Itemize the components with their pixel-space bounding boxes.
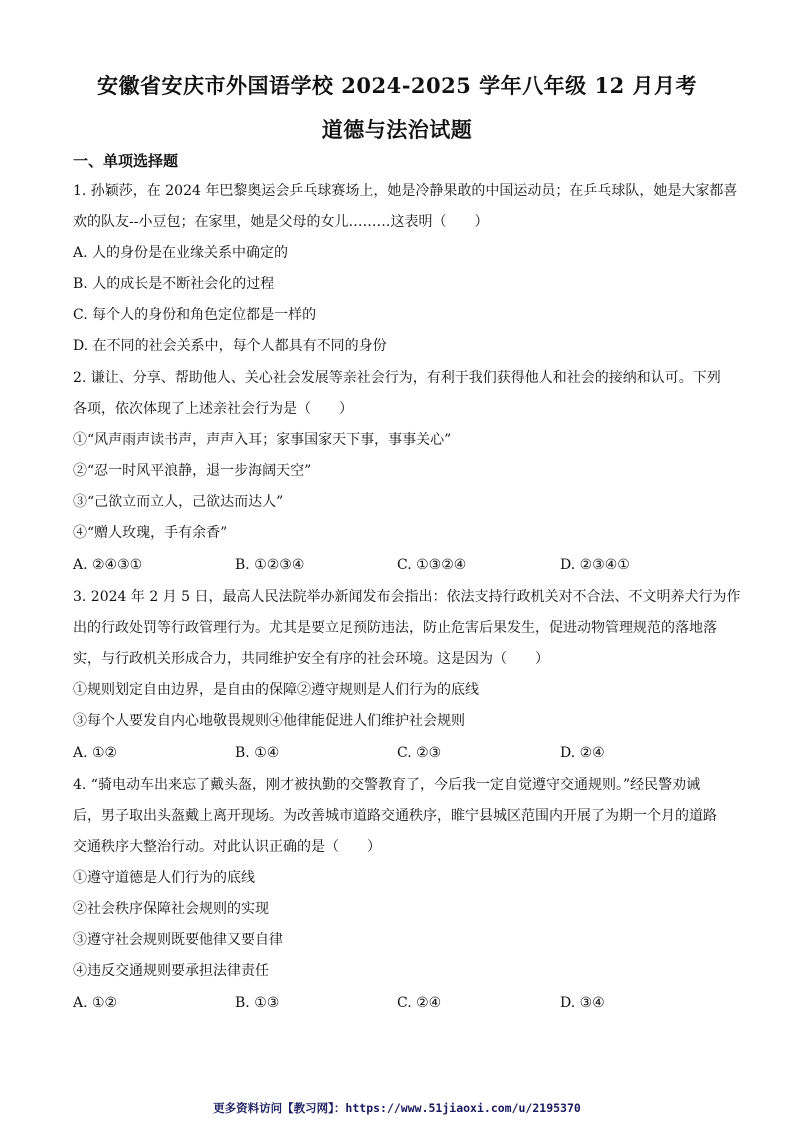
- q2-item-4: ④“赠人玫瑰，手有余香”: [73, 525, 228, 541]
- q4-option-a: A. ①②: [73, 995, 118, 1011]
- q2-item-3: ③“己欲立而立人，己欲达而达人”: [73, 494, 284, 510]
- q3-option-a: A. ①②: [73, 745, 118, 761]
- q2-item-2: ②“忍一时风平浪静，退一步海阔天空”: [73, 463, 312, 479]
- q2-option-b: B. ①②③④: [235, 557, 305, 573]
- q3-items-3-4: ③每个人要发自内心地敬畏规则④他律能促进人们维护社会规则: [73, 713, 465, 729]
- q3-option-d: D. ②④: [560, 745, 605, 761]
- q4-item-3: ③遵守社会规则既要他律又要自律: [73, 932, 283, 948]
- q3-items-1-2: ①规则划定自由边界，是自由的保障②遵守规则是人们行为的底线: [73, 682, 479, 698]
- q4-stem-line3: 交通秩序大整治行动。对此认识正确的是（ ）: [73, 839, 381, 855]
- q2-option-c: C. ①③②④: [397, 557, 467, 573]
- q4-option-b: B. ①③: [235, 995, 280, 1011]
- q4-option-d: D. ③④: [560, 995, 605, 1011]
- q2-option-a: A. ②④③①: [73, 557, 143, 573]
- q1-option-c: C. 每个人的身份和角色定位都是一样的: [73, 307, 317, 323]
- q3-stem-line3: 实，与行政机关形成合力，共同维护安全有序的社会环境。这是因为（ ）: [73, 651, 549, 667]
- q3-stem-line2: 出的行政处罚等行政管理行为。尤其是要立足预防违法，防止危害后果发生，促进动物管理规范的落地落: [73, 620, 717, 636]
- q2-stem-line1: 2. 谦让、分享、帮助他人、关心社会发展等亲社会行为，有利于我们获得他人和社会的接纳和认可。下列: [73, 370, 721, 386]
- q4-item-2: ②社会秩序保障社会规则的实现: [73, 901, 269, 917]
- q4-stem-line1: 4. “骑电动车出来忘了戴头盔，刚才被执勤的交警教育了，今后我一定自觉遵守交通规则。”经民警劝诫: [73, 777, 701, 793]
- q1-stem-line2: 欢的队友--小豆包；在家里，她是父母的女儿………这表明（ ）: [73, 214, 489, 230]
- q3-option-c: C. ②③: [397, 745, 442, 761]
- exam-subject-title: 道德与法治试题: [321, 117, 473, 142]
- q4-option-c: C. ②④: [397, 995, 442, 1011]
- q3-stem-line1: 3. 2024 年 2 月 5 日，最高人民法院举办新闻发布会指出：依法支持行政机关对不合法、不文明养犬行为作: [73, 589, 741, 605]
- q1-stem-line1: 1. 孙颖莎，在 2024 年巴黎奥运会乒乓球赛场上，她是冷静果敢的中国运动员；在乒乓球队，她是大家都喜: [73, 183, 738, 199]
- q1-option-d: D. 在不同的社会关系中，每个人都具有不同的身份: [73, 338, 387, 354]
- q4-item-1: ①遵守道德是人们行为的底线: [73, 870, 255, 886]
- footer-resource-link[interactable]: 更多资料访问【教习网】：https://www.51jiaoxi.com/u/2195370: [213, 1101, 581, 1115]
- q4-item-4: ④违反交通规则要承担法律责任: [73, 963, 269, 979]
- q2-item-1: ①“风声雨声读书声，声声入耳；家事国家天下事，事事关心”: [73, 432, 452, 448]
- q4-stem-line2: 后，男子取出头盔戴上离开现场。为改善城市道路交通秩序，睢宁县城区范围内开展了为期一个月的道路: [73, 808, 717, 824]
- q2-option-d: D. ②③④①: [560, 557, 630, 573]
- q2-stem-line2: 各项，依次体现了上述亲社会行为是（ ）: [73, 401, 353, 417]
- section-heading: 一、单项选择题: [73, 152, 179, 170]
- exam-title: 安徽省安庆市外国语学校 2024-2025 学年八年级 12 月月考: [96, 73, 698, 98]
- q3-option-b: B. ①④: [235, 745, 280, 761]
- q1-option-a: A. 人的身份是在业缘关系中确定的: [73, 245, 289, 261]
- q1-option-b: B. 人的成长是不断社会化的过程: [73, 276, 275, 292]
